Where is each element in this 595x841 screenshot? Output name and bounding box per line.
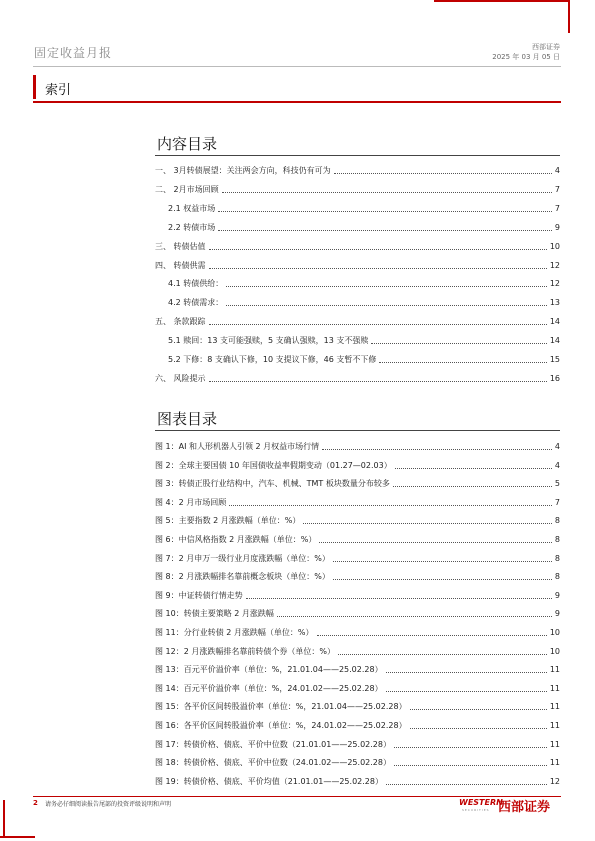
toc-entry[interactable] — [155, 603, 560, 619]
toc-entry[interactable] — [168, 349, 560, 365]
toc-entry-label: 5.2 下修：8 支确认下修，10 支提议下修，46 支暂不下修 — [168, 355, 377, 364]
footer-page-number: 2 — [33, 799, 38, 807]
toc-entry[interactable] — [168, 198, 560, 214]
toc-entry-page: 9 — [554, 590, 560, 600]
header-firm: 西部证券 — [532, 43, 560, 51]
toc-entry-label: 一、 3月转债展望：关注两会方向，科技仍有可为 — [155, 166, 331, 175]
toc-entry[interactable] — [155, 436, 560, 452]
toc-entry[interactable] — [168, 330, 560, 346]
toc-dot-leader — [229, 505, 552, 506]
contents-heading: 内容目录 — [157, 135, 218, 153]
toc-dot-leader — [209, 268, 547, 269]
toc-entry-label: 图 3：转债正股行业结构中，汽车、机械、TMT 板块数量分布较多 — [155, 479, 390, 489]
toc-entry-label: 图 18：转债价格、债底、平价中位数（24.01.02——25.02.28） — [155, 758, 391, 768]
toc-dot-leader — [218, 211, 552, 212]
footer-disclaimer: 请务必仔细阅读报告尾部的投资评级说明和声明 — [45, 801, 172, 808]
toc-dot-leader — [386, 672, 547, 673]
figures-heading: 图表目录 — [157, 410, 218, 428]
company-logo-en-sub: SECURITIES — [462, 808, 490, 812]
toc-entry[interactable] — [155, 455, 560, 471]
toc-entry-page: 8 — [554, 553, 560, 563]
toc-entry[interactable] — [155, 492, 560, 508]
toc-dot-leader — [303, 523, 551, 524]
toc-dot-leader — [218, 230, 552, 231]
toc-entry-page: 13 — [549, 298, 560, 308]
toc-entry-page: 11 — [549, 702, 560, 712]
toc-entry[interactable] — [168, 292, 560, 308]
toc-entry[interactable] — [155, 734, 560, 750]
toc-entry-page: 11 — [549, 665, 560, 675]
toc-entry-page: 7 — [554, 184, 560, 194]
toc-dot-leader — [386, 784, 547, 785]
toc-entry[interactable] — [155, 622, 560, 638]
toc-entry[interactable] — [168, 217, 560, 233]
toc-entry-label: 2.2 转债市场 — [168, 222, 216, 232]
toc-entry-label: 图 12：2 月涨跌幅排名靠前转债个券（单位：%） — [155, 646, 335, 656]
toc-entry[interactable] — [155, 255, 560, 271]
toc-entry-page: 11 — [549, 758, 560, 768]
toc-dot-leader — [319, 542, 551, 543]
corner-decoration-top-line — [434, 0, 570, 2]
toc-entry-page: 14 — [549, 317, 560, 327]
toc-dot-leader — [394, 747, 547, 748]
toc-dot-leader — [333, 579, 552, 580]
toc-entry-page: 8 — [554, 572, 560, 582]
toc-entry-page: 4 — [554, 460, 560, 470]
toc-entry-page: 4 — [554, 166, 560, 175]
toc-entry-label: 图 5：主要指数 2 月涨跌幅（单位：%） — [155, 516, 301, 526]
toc-entry-page: 11 — [549, 683, 560, 693]
corner-decoration-bottom-line — [0, 836, 35, 838]
toc-entry[interactable] — [155, 715, 560, 731]
toc-entry-page: 11 — [549, 721, 560, 730]
toc-entry[interactable] — [155, 752, 560, 768]
toc-entry-page: 12 — [549, 776, 560, 786]
toc-entry[interactable] — [155, 641, 560, 657]
toc-entry-page: 14 — [549, 336, 560, 346]
toc-dot-leader — [410, 728, 547, 729]
toc-entry[interactable] — [155, 179, 560, 195]
toc-entry-page: 9 — [554, 222, 560, 232]
toc-dot-leader — [209, 249, 547, 250]
toc-entry[interactable] — [155, 696, 560, 712]
toc-dot-leader — [317, 635, 547, 636]
toc-entry[interactable] — [155, 585, 560, 601]
toc-entry-label: 图 2：全球主要国债 10 年国债收益率假期变动（01.27—02.03） — [155, 460, 392, 470]
company-logo-cn: 西部证券 — [498, 800, 551, 815]
toc-entry-label: 图 14：百元平价溢价率（单位：%，24.01.02——25.02.28） — [155, 683, 383, 693]
toc-entry-label: 图 1：AI 和人形机器人引领 2 月权益市场行情 — [155, 442, 320, 451]
toc-entry-label: 4.1 转债供给： — [168, 279, 224, 289]
toc-entry[interactable] — [155, 368, 560, 384]
toc-entry-page: 9 — [554, 609, 560, 619]
footer-divider — [33, 796, 561, 797]
toc-entry[interactable] — [155, 510, 560, 526]
toc-entry-label: 二、 2月市场回顾 — [155, 184, 219, 194]
company-logo-en: WESTERN — [459, 798, 503, 807]
toc-entry-label: 四、 转债供需 — [155, 260, 206, 270]
toc-dot-leader — [277, 616, 552, 617]
toc-entry-label: 三、 转债估值 — [155, 241, 206, 251]
toc-dot-leader — [386, 691, 547, 692]
toc-entry-label: 五、 条款跟踪 — [155, 317, 206, 327]
section-accent-bar — [33, 75, 36, 99]
toc-entry-page: 10 — [549, 628, 560, 637]
toc-dot-leader — [209, 324, 547, 325]
doc-type-label: 固定收益月报 — [34, 46, 113, 60]
toc-dot-leader — [371, 343, 546, 344]
toc-entry-page: 8 — [554, 535, 560, 544]
toc-dot-leader — [226, 305, 547, 306]
toc-entry-label: 2.1 权益市场 — [168, 203, 216, 213]
toc-entry[interactable] — [155, 566, 560, 582]
toc-entry-label: 图 4：2 月市场回顾 — [155, 497, 227, 507]
toc-dot-leader — [410, 709, 547, 710]
toc-entry-page: 7 — [554, 497, 560, 507]
toc-entry-label: 图 13：百元平价溢价率（单位：%，21.01.04——25.02.28） — [155, 665, 383, 675]
toc-entry[interactable] — [168, 273, 560, 289]
toc-dot-leader — [222, 192, 552, 193]
toc-entry-label: 图 11：分行业转债 2 月涨跌幅（单位：%） — [155, 628, 314, 637]
toc-dot-leader — [393, 486, 552, 487]
toc-dot-leader — [209, 381, 547, 382]
toc-entry[interactable] — [155, 160, 560, 176]
corner-decoration-top-vertical — [568, 0, 570, 33]
toc-entry[interactable] — [155, 678, 560, 694]
section-title: 索引 — [45, 83, 72, 98]
toc-entry-page: 10 — [549, 646, 560, 656]
header-divider — [33, 66, 561, 67]
toc-entry-label: 4.2 转债需求： — [168, 298, 224, 308]
header-date: 2025 年 03 月 05 日 — [492, 53, 560, 61]
toc-entry-label: 图 9：中证转债行情走势 — [155, 590, 243, 600]
corner-decoration-bottom-vertical — [3, 800, 5, 838]
toc-dot-leader — [395, 468, 552, 469]
toc-entry-page: 15 — [549, 355, 560, 364]
toc-dot-leader — [394, 765, 547, 766]
toc-entry-page: 4 — [554, 442, 560, 451]
toc-entry-page: 7 — [554, 203, 560, 213]
toc-entry-label: 图 6：中信风格指数 2 月涨跌幅（单位：%） — [155, 535, 317, 544]
toc-entry-label: 图 19：转债价格、债底、平价均值（21.01.01——25.02.28） — [155, 776, 383, 786]
toc-entry[interactable] — [155, 236, 560, 252]
toc-entry-page: 5 — [554, 479, 560, 489]
toc-dot-leader — [338, 654, 547, 655]
toc-entry-page: 16 — [549, 373, 560, 383]
toc-entry-label: 六、 风险提示 — [155, 373, 206, 383]
toc-entry-page: 11 — [549, 739, 560, 749]
toc-entry-label: 图 8：2 月涨跌幅排名靠前概念板块（单位：%） — [155, 572, 330, 582]
toc-entry-label: 图 10：转债主要策略 2 月涨跌幅 — [155, 609, 274, 619]
toc-dot-leader — [246, 598, 552, 599]
toc-entry[interactable] — [155, 529, 560, 545]
toc-entry-page: 12 — [549, 260, 560, 270]
figures-heading-rule — [155, 430, 560, 431]
toc-dot-leader — [322, 449, 552, 450]
toc-entry-label: 图 7：2 月申万一级行业月度涨跌幅（单位：%） — [155, 553, 330, 563]
toc-entry[interactable] — [155, 548, 560, 564]
toc-entry[interactable] — [155, 473, 560, 489]
toc-entry-label: 图 16：各平价区间转股溢价率（单位：%，24.01.02——25.02.28） — [155, 721, 407, 730]
toc-entry[interactable] — [155, 311, 560, 327]
toc-entry-page: 12 — [549, 279, 560, 289]
toc-dot-leader — [226, 286, 547, 287]
toc-entry[interactable] — [155, 659, 560, 675]
toc-entry-label: 图 15：各平价区间转股溢价率（单位：%，21.01.04——25.02.28） — [155, 702, 407, 712]
section-underline — [33, 101, 561, 103]
toc-entry-label: 图 17：转债价格、债底、平价中位数（21.01.01——25.02.28） — [155, 739, 391, 749]
toc-entry-label: 5.1 赎回：13 支可能强赎，5 支确认强赎，13 支不强赎 — [168, 336, 369, 346]
toc-entry-page: 8 — [554, 516, 560, 526]
toc-dot-leader — [334, 173, 552, 174]
toc-dot-leader — [333, 561, 552, 562]
toc-entry-page: 10 — [549, 241, 560, 251]
contents-heading-rule — [155, 155, 560, 156]
toc-dot-leader — [379, 362, 546, 363]
toc-entry[interactable] — [155, 771, 560, 787]
